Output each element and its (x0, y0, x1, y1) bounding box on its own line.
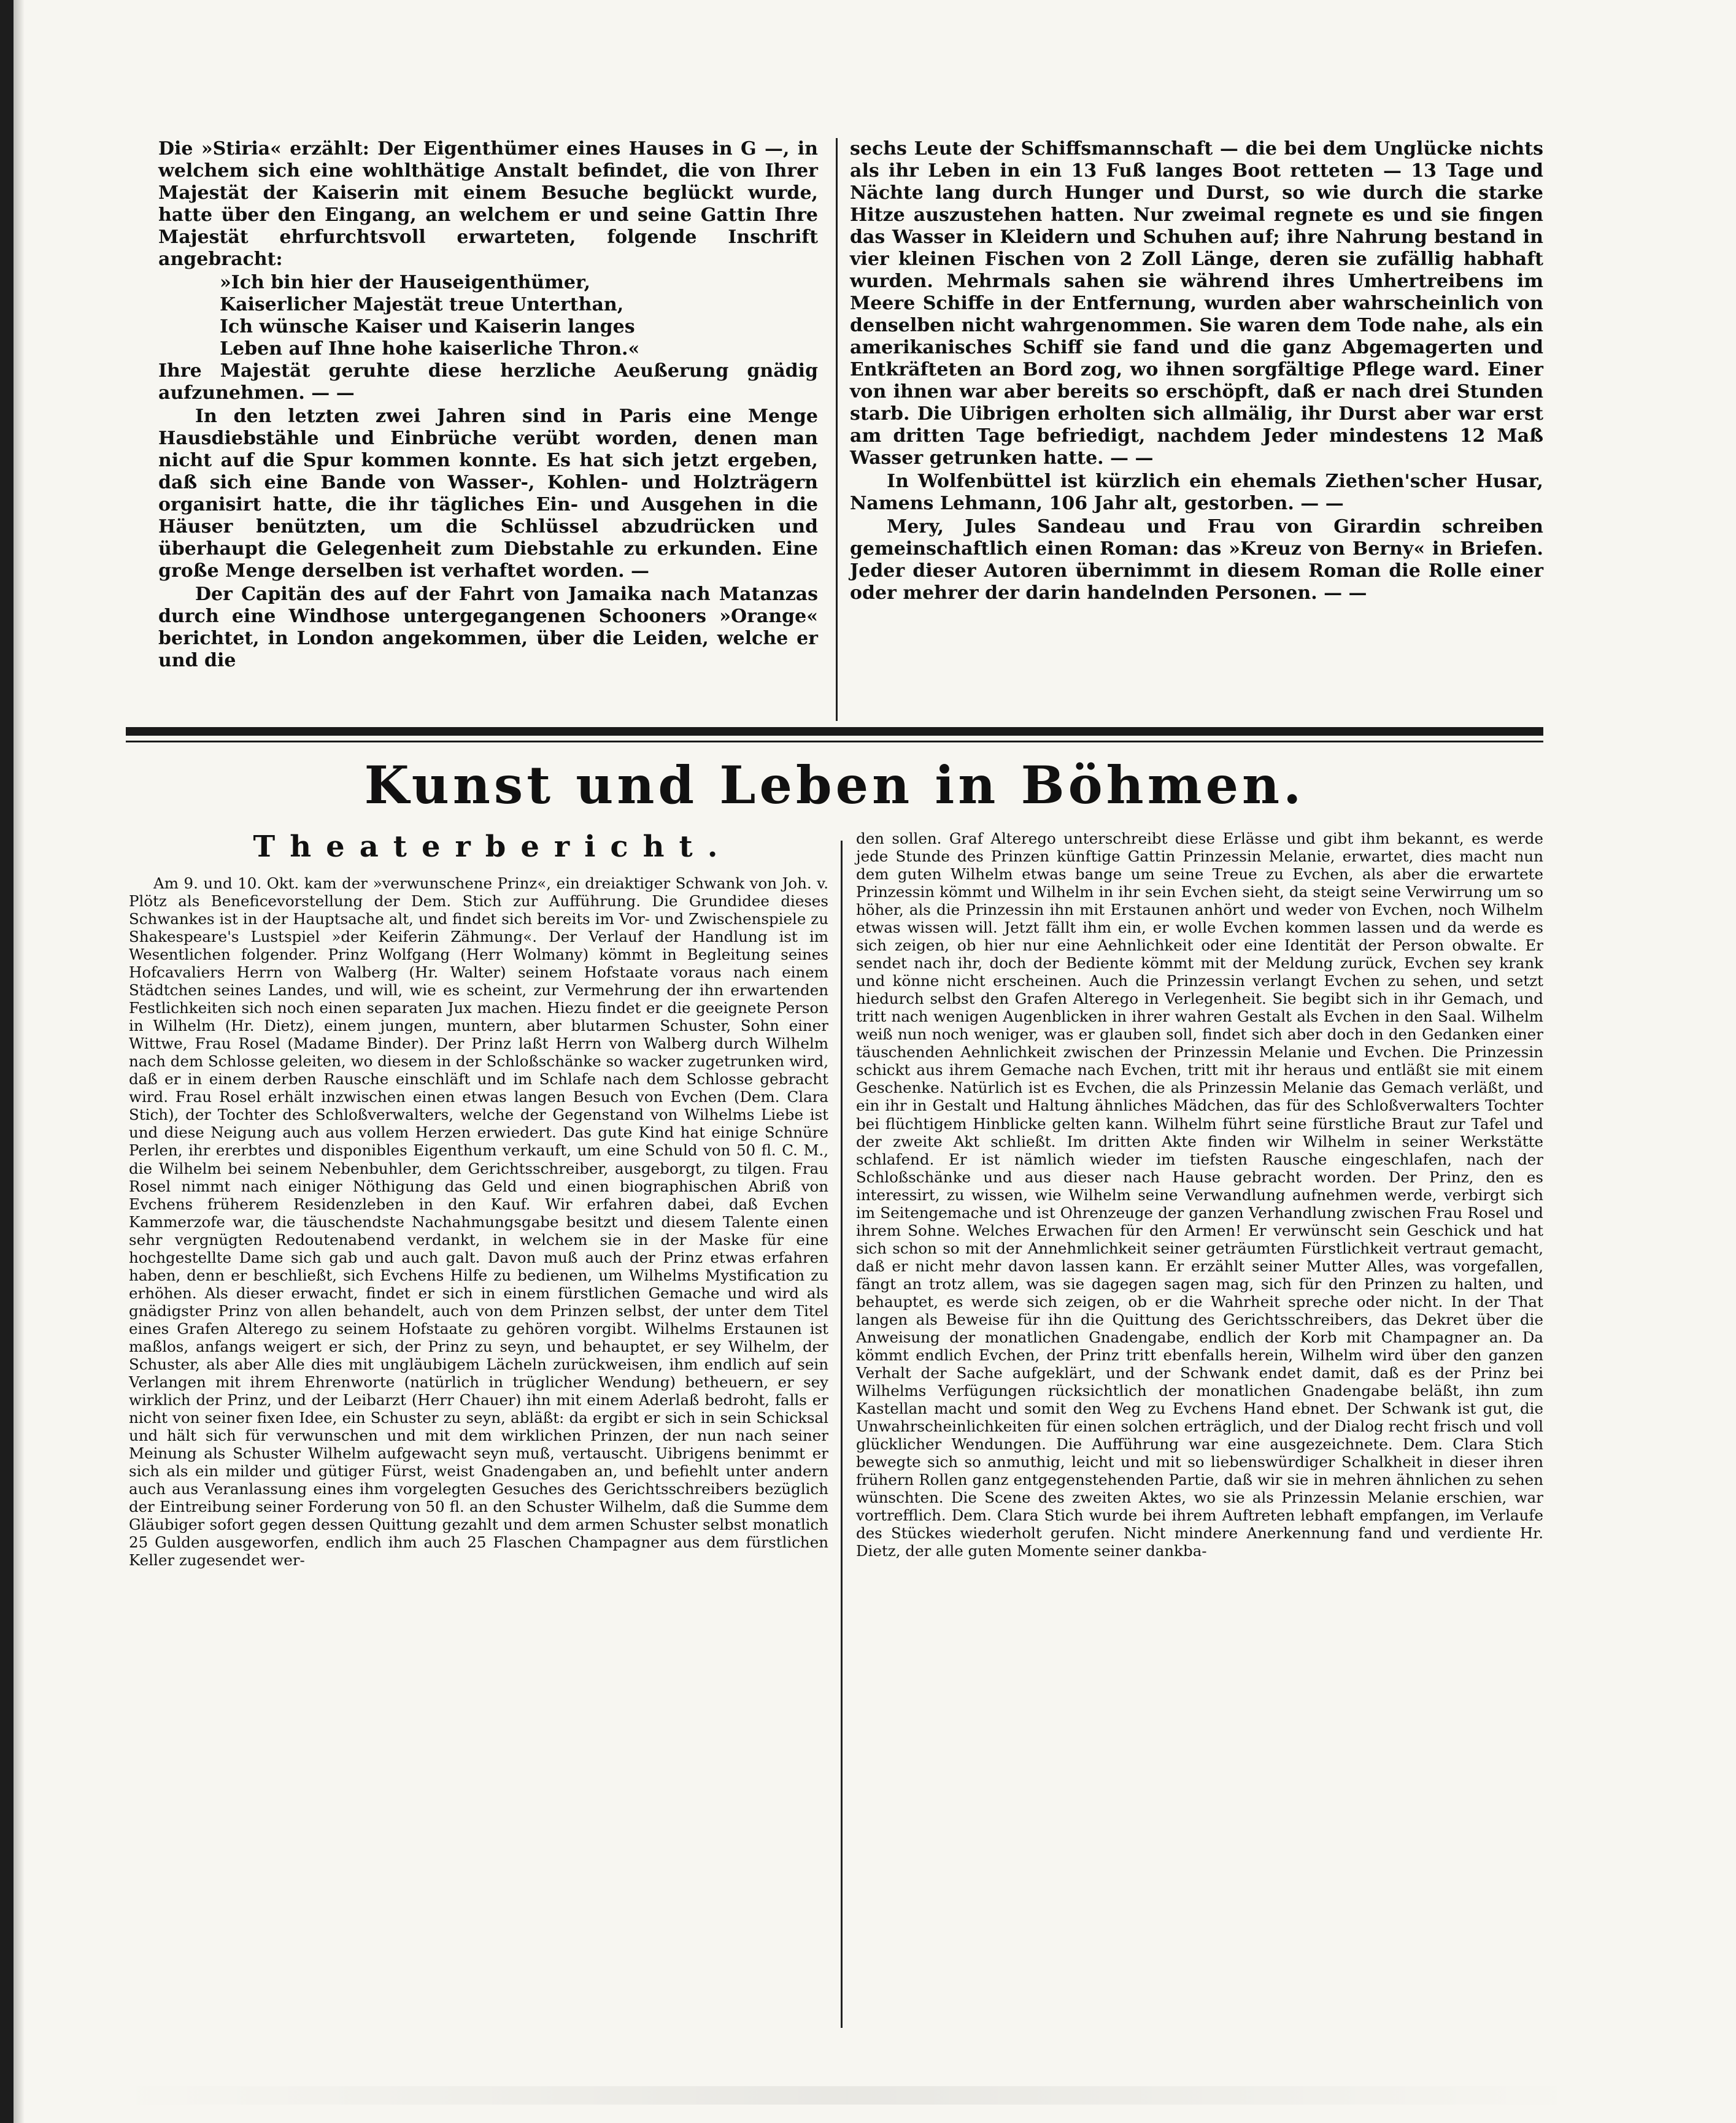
section-title: Kunst und Leben in Böhmen. (364, 755, 1305, 815)
top-left-column (158, 138, 818, 673)
theater-review-paragraph: Am 9. und 10. Okt. kam der »verwunschene Prinz«, ein dreiaktiger Schwank von Joh. v. Plötz als Beneficevorstellung der Dem. Stich zur Aufführung. Die Grundidee dieses Schwankes ist in der Hauptsache alt, und findet sich bereits im Vor- und Zwischenspiele zu Shakespeare's Lustspiel »der Keiferin Zähmung«. Der Verlauf der Handlung ist im Wesentlichen folgender. Prinz Wolfgang (Herr Wolmany) kömmt in Begleitung seines Hofcavaliers Herrn von Walberg (Hr. Walter) seinem Hofstaate voraus nach einem Städtchen seines Landes, und will, wie es scheint, zur Vermehrung der ihn erwartenden Festlichkeiten sich noch einen separaten Jux machen. Hiezu findet er die geeignete Person in Wilhelm (Hr. Dietz), einem jungen, muntern, aber blutarmen Schuster, Sohn einer Wittwe, Frau Rosel (Madame Binder). Der Prinz laßt Herrn von Walberg durch Wilhelm nach dem Schlosse geleiten, wo diesem in der Schloßschänke so wacker zugetrunken wird, daß er in einem derben Rausche einschläft und im Schlafe nach dem Schlosse gebracht wird. Frau Rosel erhält inzwischen einen etwas langen Besuch von Evchen (Dem. Clara Stich), der Tochter des Schloßverwalters, welche der Gegenstand von Wilhelms Liebe ist und diese Neigung auch aus vollem Herzen erwiedert. Das gute Kind hat einige Schnüre Perlen, ihr ererbtes und disponibles Eigenthum verkauft, um eine Schuld von 50 fl. C. M., die Wilhelm bei seinem Nebenbuhler, dem Gerichtsschreiber, ausgeborgt, zu tilgen. Frau Rosel nimmt nach einiger Nöthigung das Geld und einen biographischen Abriß von Evchens früherem Residenzleben in den Kauf. Wir erfahren dabei, daß Evchen Kammerzofe war, die täuschendste Nachahmungsgabe besitzt und diesem Talente einen sehr vergnügten Redoutenabend verdankt, in welchem sie in der Maske für eine hochgestellte Dame sich gab und auch galt. Davon muß auch der Prinz etwas erfahren haben, denn er beschließt, sich Evchens Hilfe zu bedienen, um Wilhelms Mystification zu erhöhen. Als dieser erwacht, findet er sich in einem fürstlichen Gemache und wird als gnädigster Prinz von allen behandelt, auch von dem Prinzen selbst, der unter dem Titel eines Grafen Alterego zu seinem Hofstaate zu gehören vorgibt. Wilhelms Erstaunen ist maßlos, anfangs weigert er sich, der Prinz zu seyn, und behauptet, er sey Wilhelm, der Schuster, als aber Alle dies mit ungläubigem Lächeln zurückweisen, ihm endlich auf sein Verlangen mit ihrem Ehrenworte (natürlich in trüglicher Wendung) betheuern, er sey wirklich der Prinz, und der Leibarzt (Herr Chauer) ihn mit einem Aderlaß bedroht, falls er nicht von seiner fixen Idee, ein Schuster zu seyn, abläßt: da ergibt er sich in sein Schicksal und hält sich für verwunschen und mit dem wirklichen Prinzen, der nun nach seiner Meinung als Schuster Wilhelm aufgewacht seyn muß, vertauscht. Uibrigens benimmt er sich als ein milder und gütiger Fürst, weist Gnadengaben an, und befiehlt unter andern auch aus Veranlassung eines ihm vorgelegten Gesuches des Gerichtsschreibers bezüglich der Eintreibung seiner Forderung von 50 fl. an den Schuster Wilhelm, daß die Summe dem Gläubiger sofort gegen dessen Quittung gezahlt und dem armen Schuster selbst monatlich 25 Gulden ausgeworfen, endlich ihm auch 25 Flaschen Champagner aus dem fürstlichen Keller zugesendet wer- (129, 874, 828, 1570)
orange-paragraph: Der Capitän des auf der Fahrt von Jamaika nach Matanzas durch eine Windhose untergegangenen Schooners »Orange« berichtet, in London angekommen, über die Leiden, welche er und die (158, 584, 818, 671)
section-divider-thin (126, 741, 1543, 742)
shipwreck-paragraph: sechs Leute der Schiffsmannschaft — die bei dem Unglücke nichts als ihr Leben in ein 13 Fuß langes Boot retteten — 13 Tage und Nächte lang durch Hunger und Durst, so wie durch die starke Hitze auszustehen hatten. Nur zweimal regnete es und sie fingen das Wasser in Kleidern und Schuhen auf; ihre Nahrung bestand in vier kleinen Fischen von 2 Zoll Länge, deren sie zufällig habhaft wurden. Mehrmals sahen sie während ihres Umhertreibens im Meere Schiffe in der Entfernung, wurden aber wahrscheinlich von denselben nicht wahrgenommen. Sie waren dem Tode nahe, als ein amerikanisches Schiff sie fand und die ganz Abgemagerten und Entkräfteten an Bord zog, wo ihnen sorgfältige Pflege ward. Einer von ihnen war aber bereits so erschöpft, daß er nach drei Stunden starb. Die Uibrigen erholten sich allmälig, ihr Durst aber war erst am dritten Tage befriedigt, nachdem Jeder mindestens 12 Maß Wasser getrunken hatte. — — (850, 138, 1543, 469)
stiria-paragraph: Die »Stiria« erzählt: Der Eigenthümer eines Hauses in G —, in welchem sich eine wohlthätige Anstalt befindet, die von Ihrer Majestät der Kaiserin mit einem Besuche beglückt wurde, hatte über den Eingang, an welchem er und seine Gattin Ihre Majestät ehrfurchtsvoll erwarteten, folgende Inschrift angebracht: (158, 138, 818, 270)
poem-line: Kaiserlicher Majestät treue Unterthan, (220, 294, 624, 315)
wolfenbuettel-paragraph: In Wolfenbüttel ist kürzlich ein ehemals Ziethen'scher Husar, Namens Lehmann, 106 Jahr alt, gestorben. — — (850, 471, 1543, 514)
section-divider-thick (126, 727, 1543, 736)
inscription-poem (220, 272, 818, 360)
page-bottom-smudge (110, 2086, 1583, 2105)
poem-line: Leben auf Ihne hohe kaiserliche Thron.« (220, 338, 640, 360)
top-right-column (850, 138, 1543, 606)
poem-line: »Ich bin hier der Hauseigenthümer, (220, 272, 591, 293)
page-binding-edge (0, 0, 14, 2123)
bottom-right-column (856, 830, 1543, 1561)
stiria-paragraph-end: Ihre Majestät geruhte diese herzliche Aeußerung gnädig aufzunehmen. — — (158, 360, 818, 404)
theater-review-continuation: den sollen. Graf Alterego unterschreibt diese Erlässe und gibt ihm bekannt, es werde jede Stunde des Prinzen künftige Gattin Prinzessin Melanie, erwartet, dies macht nun dem guten Wilhelm etwas bange um seine Treue zu Evchen, als aber die erwartete Prinzessin kömmt und Wilhelm in ihr sein Evchen sieht, da steigt seine Verwirrung um so höher, als die Prinzessin ihn mit Erstaunen anhört und weder von Evchen, noch Wilhelm etwas wissen will. Jetzt fällt ihm ein, er wolle Evchen kommen lassen und da werde es sich zeigen, ob hier nur eine Aehnlichkeit oder eine Identität der Person obwalte. Er sendet nach ihr, doch der Bediente kömmt mit der Meldung zurück, Evchen sey krank und könne nicht erscheinen. Auch die Prinzessin verlangt Evchen zu sehen, und setzt hiedurch selbst den Grafen Alterego in Verlegenheit. Sie begibt sich in ihr Gemach, und tritt nach wenigen Augenblicken in ihrer wahren Gestalt als Evchen in den Saal. Wilhelm weiß nun noch weniger, was er glauben soll, findet sich aber doch in den Gedanken einer täuschenden Aehnlichkeit zwischen der Prinzessin Melanie und Evchen. Die Prinzessin schickt aus ihrem Gemache nach Evchen, tritt mit ihr heraus und entläßt sie mit einem Geschenke. Natürlich ist es Evchen, die als Prinzessin Melanie das Gemach verläßt, und ein ihr in Gestalt und Haltung ähnliches Mädchen, das für des Schloßverwalters Tochter bei flüchtigem Hinblicke gelten kann. Wilhelm führt seine fürstliche Braut zur Tafel und der zweite Akt schließt. Im dritten Akte finden wir Wilhelm in seiner Werkstätte schlafend. Er ist nämlich wieder im tiefsten Rausche eingeschlafen, nach der Schloßschänke und aus dieser nach Hause gebracht worden. Der Prinz, den es interessirt, zu wissen, wie Wilhelm seine Verwandlung aufnehmen werde, verbirgt sich im Seitengemache und ist Ohrenzeuge der ganzen Verhandlung zwischen Frau Rosel und ihrem Sohne. Welches Erwachen für den Armen! Er verwünscht sein Geschick und hat sich schon so mit der Annehmlichkeit seiner geträumten Fürstlichkeit vertraut gemacht, daß er nicht mehr davon lassen kann. Er erzählt seiner Mutter Alles, was vorgefallen, fängt an trotz allem, was sie dagegen sagen mag, sich für den Prinzen zu halten, und behauptet, es werde sich zeigen, ob er die Wahrheit spreche oder nicht. In der That langen als Beweise für ihn die Quittung des Gerichtsschreibers, das Dekret über die Anweisung der monatlichen Gnadengabe, endlich der Korb mit Champagner an. Da kömmt endlich Evchen, der Prinz tritt ebenfalls herein, Wilhelm wird über den ganzen Verhalt der Sache aufgeklärt, und der Schwank endet damit, daß es der Prinz bei Wilhelms Verfügungen rücksichtlich der monatlichen Gnadengabe beläßt, ihn zum Kastellan macht und somit den Weg zu Evchens Hand ebnet. Der Schwank ist gut, die Unwahrscheinlichkeiten für einen solchen erträglich, und der Dialog recht frisch und voll glücklicher Wendungen. Die Aufführung war eine ausgezeichnete. Dem. Clara Stich bewegte sich so anmuthig, leicht und mit so liebenswürdiger Schalkheit in dieser ihren frühern Rollen ganz entgegenstehenden Partie, daß wir sie in mehren ähnlichen zu sehen wünschten. Die Scene des zweiten Aktes, wo sie als Prinzessin Melanie erschien, war vortrefflich. Dem. Clara Stich wurde bei ihrem Auftreten lebhaft empfangen, im Verlaufe des Stückes wiederholt gerufen. Nicht mindere Anerkennung fand und verdiente Hr. Dietz, der alle guten Momente seiner dankba- (856, 830, 1543, 1560)
page-binding-shadow (14, 0, 25, 2123)
poem-line: Ich wünsche Kaiser und Kaiserin langes (220, 316, 635, 337)
column-divider (836, 138, 838, 721)
subsection-title: Theaterbericht. (253, 830, 733, 864)
bottom-left-column (129, 874, 828, 1570)
roman-paragraph: Mery, Jules Sandeau und Frau von Girardin schreiben gemeinschaftlich einen Roman: das »Kreuz von Berny« in Briefen. Jeder dieser Autoren übernimmt in diesem Roman die Rolle einer oder mehrer der darin handelnden Personen. — — (850, 516, 1543, 604)
paris-paragraph: In den letzten zwei Jahren sind in Paris eine Menge Hausdiebstähle und Einbrüche verübt worden, denen man nicht auf die Spur kommen konnte. Es hat sich jetzt ergeben, daß sich eine Bande von Wasser-, Kohlen- und Holzträgern organisirt hatte, die ihr tägliches Ein- und Ausgehen in die Häuser benützten, um die Schlüssel abzudrücken und überhaupt die Gelegenheit zum Diebstahle zu erkunden. Eine große Menge derselben ist verhaftet worden. — (158, 406, 818, 582)
column-divider (841, 841, 843, 2028)
